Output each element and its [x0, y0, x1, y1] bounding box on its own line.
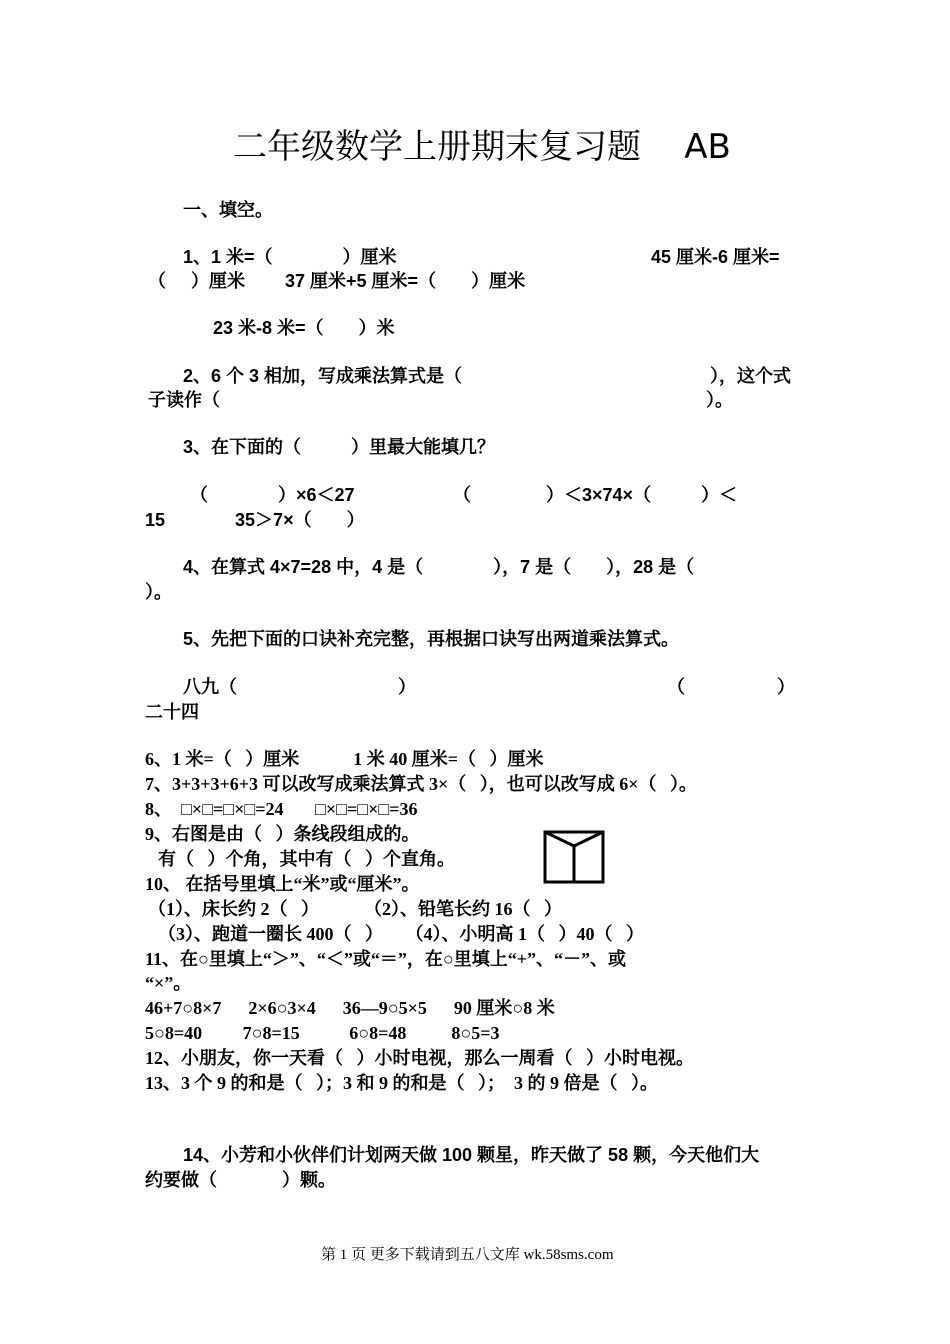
question-14-line-2: 约要做（ ）颗。	[145, 1170, 337, 1190]
question-5-blank-1-close: ）	[398, 677, 416, 697]
question-2-line-2-right: ）。	[706, 390, 733, 410]
section-heading: 一、填空。	[183, 200, 273, 220]
question-8: 8、 □×□=□×□=24 □×□=□×□=36	[145, 799, 418, 819]
question-13: 13、3 个 9 的和是（ ）；3 和 9 的和是（ ）； 3 的 9 倍是（ ）。	[145, 1073, 658, 1093]
question-11-line-4: 5○8=40 7○8=15 6○8=48 8○5=3	[145, 1023, 500, 1043]
question-5-blank-2: （	[667, 677, 685, 697]
question-5-line-1: 5、先把下面的口诀补充完整，再根据口诀写出两道乘法算式。	[183, 629, 680, 649]
question-1-line-3: 23 米-8 米=（ ）米	[213, 318, 395, 338]
line-segment-figure	[543, 830, 605, 884]
question-3-item-1: （ ）×6＜27	[190, 485, 355, 505]
question-4-line-2: ）。	[145, 582, 172, 602]
question-5-line-3: 二十四	[145, 702, 199, 722]
question-9-line-1: 9、右图是由（ ）条线段组成的。	[145, 824, 420, 844]
question-1-line-1-right: 45 厘米-6 厘米=	[651, 247, 780, 267]
question-10-line-3: （3）、跑道一圈长 400（ ） （4）、小明高 1（ ）40（ ）	[158, 924, 644, 944]
question-14-line-1: 14、小芳和小伙伴们计划两天做 100 颗星，昨天做了 58 颗，今天他们大	[183, 1145, 760, 1165]
question-7: 7、3+3+3+6+3 可以改写成乘法算式 3×（ ），也可以改写成 6×（ ）。	[145, 774, 698, 794]
question-10-line-1: 10、 在括号里填上“米”或“厘米”。	[145, 874, 420, 894]
question-9-line-2: 有（ ）个角，其中有（ ）个直角。	[158, 849, 455, 869]
question-10-line-2: （1）、床长约 2（ ） （2）、铅笔长约 16（ ）	[148, 899, 562, 919]
question-4-line-1: 4、在算式 4×7=28 中，4 是（ ），7 是（ ），28 是（	[183, 557, 695, 577]
question-11-line-2: “×”。	[145, 973, 192, 993]
question-3-item-2: （ ）＜3×74×（ ）＜	[453, 485, 738, 505]
question-1-line-1: 1、1 米=（ ）厘米	[183, 247, 397, 267]
question-12: 12、小朋友，你一天看（ ）小时电视，那么一周看（ ）小时电视。	[145, 1048, 694, 1068]
question-3-line-3: 15 35＞7×（ ）	[145, 510, 365, 530]
question-1-line-2: （ ）厘米 37 厘米+5 厘米=（ ）厘米	[148, 271, 526, 291]
question-2-line-1-right: ），这个式	[710, 366, 791, 386]
question-3-line-1: 3、在下面的（ ）里最大能填几？	[183, 437, 496, 457]
page-footer: 第 1 页 更多下载请到五八文库 wk.58sms.com	[321, 1247, 614, 1263]
question-2-line-1: 2、6 个 3 相加，写成乘法算式是（	[183, 366, 463, 386]
question-2-line-2: 子读作（	[148, 390, 220, 410]
page-title: 二年级数学上册期末复习题 AB	[233, 127, 731, 167]
question-11-line-1: 11、在○里填上“＞”、“＜”或“＝”，在○里填上“+”、“－”、或	[145, 949, 627, 969]
question-6: 6、1 米=（ ）厘米 1 米 40 厘米=（ ）厘米	[145, 749, 544, 769]
question-5-blank-2-close: ）	[777, 677, 795, 697]
question-5-blank-1: 八九（	[183, 677, 237, 697]
question-11-line-3: 46+7○8×7 2×6○3×4 36—9○5×5 90 厘米○8 米	[145, 998, 555, 1018]
